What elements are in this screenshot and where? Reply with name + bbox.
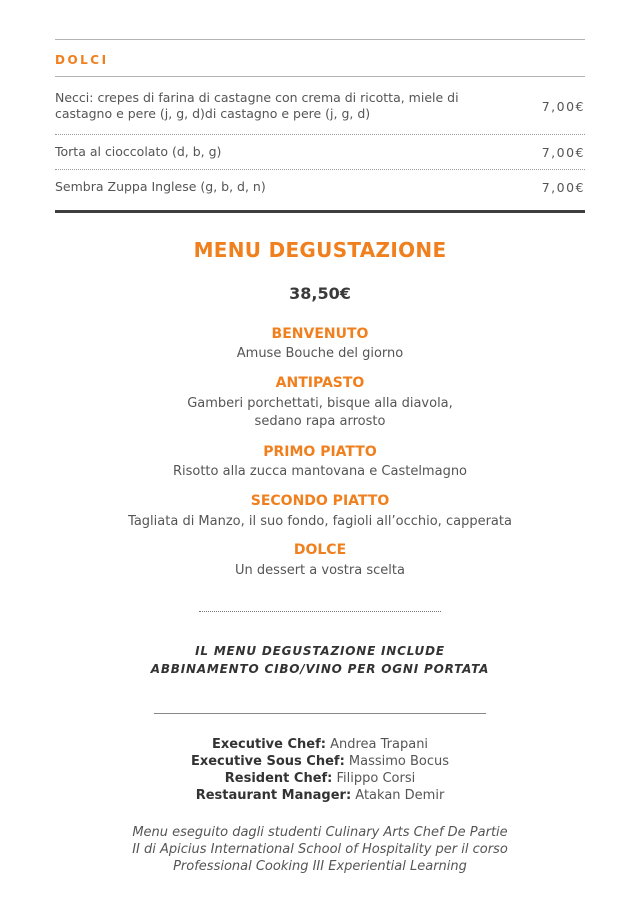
staff-name: Andrea Trapani [330, 737, 429, 752]
staff-line [0, 753, 640, 770]
pairing-note-line: ABBINAMENTO CIBO/VINO PER OGNI PORTATA [150, 662, 490, 676]
staff-line [0, 787, 640, 804]
top-divider [55, 39, 585, 40]
staff-name: Filippo Corsi [336, 771, 416, 786]
menu-item [55, 144, 585, 160]
course-desc: Tagliata di Manzo, il suo fondo, fagioli all’occhio, capperata [128, 514, 512, 529]
item-price: 7,00€ [541, 144, 585, 160]
footer-line: Menu eseguito dagli studenti Culinary Arts Chef De Partie [132, 825, 508, 840]
course-title: ANTIPASTO [275, 375, 365, 391]
staff-line [0, 770, 640, 787]
section-end-divider [55, 210, 585, 213]
footer-line: Professional Cooking III Experiential Learning [173, 859, 467, 874]
staff-role: Resident Chef: [224, 771, 333, 786]
staff-line [0, 736, 640, 753]
course-title: SECONDO PIATTO [250, 493, 390, 509]
menu-item [55, 90, 585, 122]
title-divider [55, 76, 585, 77]
course-title: BENVENUTO [271, 326, 369, 342]
staff-credits [0, 736, 640, 804]
item-name: Sembra Zuppa Inglese (g, b, d, n) [55, 179, 266, 194]
item-price: 7,00€ [541, 179, 585, 195]
course-desc: Un dessert a vostra scelta [235, 563, 405, 578]
staff-role: Executive Sous Chef: [190, 754, 345, 769]
staff-role: Executive Chef: [211, 737, 326, 752]
item-name: Torta al cioccolato (d, b, g) [55, 144, 222, 159]
course-title: DOLCE [293, 542, 347, 558]
course-desc: sedano rapa arrosto [254, 414, 386, 429]
course-title: PRIMO PIATTO [263, 444, 377, 460]
section-title-dolci: DOLCI [55, 53, 109, 67]
staff-name: Atakan Demir [355, 788, 445, 803]
tasting-menu-title: MENU DEGUSTAZIONE [193, 238, 447, 262]
footer-note [0, 824, 640, 875]
staff-name: Massimo Bocus [348, 754, 450, 769]
menu-item [55, 179, 585, 195]
dotted-separator [199, 611, 441, 612]
tasting-menu-price: 38,50€ [289, 284, 351, 303]
course-desc: Amuse Bouche del giorno [236, 346, 404, 361]
pairing-note [0, 642, 640, 678]
dotted-divider [55, 169, 585, 170]
staff-divider [154, 713, 486, 714]
footer-line: II di Apicius International School of Hospitality per il corso [132, 842, 508, 857]
staff-role: Restaurant Manager: [195, 788, 352, 803]
course-desc: Risotto alla zucca mantovana e Castelmagno [172, 464, 468, 479]
course-desc: Gamberi porchettati, bisque alla diavola, [187, 396, 453, 411]
item-name: Necci: crepes di farina di castagne con crema di ricotta, miele di castagno e pere (j, g, d)di castagno e pere (j, g, d) [55, 90, 459, 121]
dotted-divider [55, 134, 585, 135]
item-price: 7,00€ [541, 98, 585, 114]
pairing-note-line: IL MENU DEGUSTAZIONE INCLUDE [195, 644, 445, 658]
